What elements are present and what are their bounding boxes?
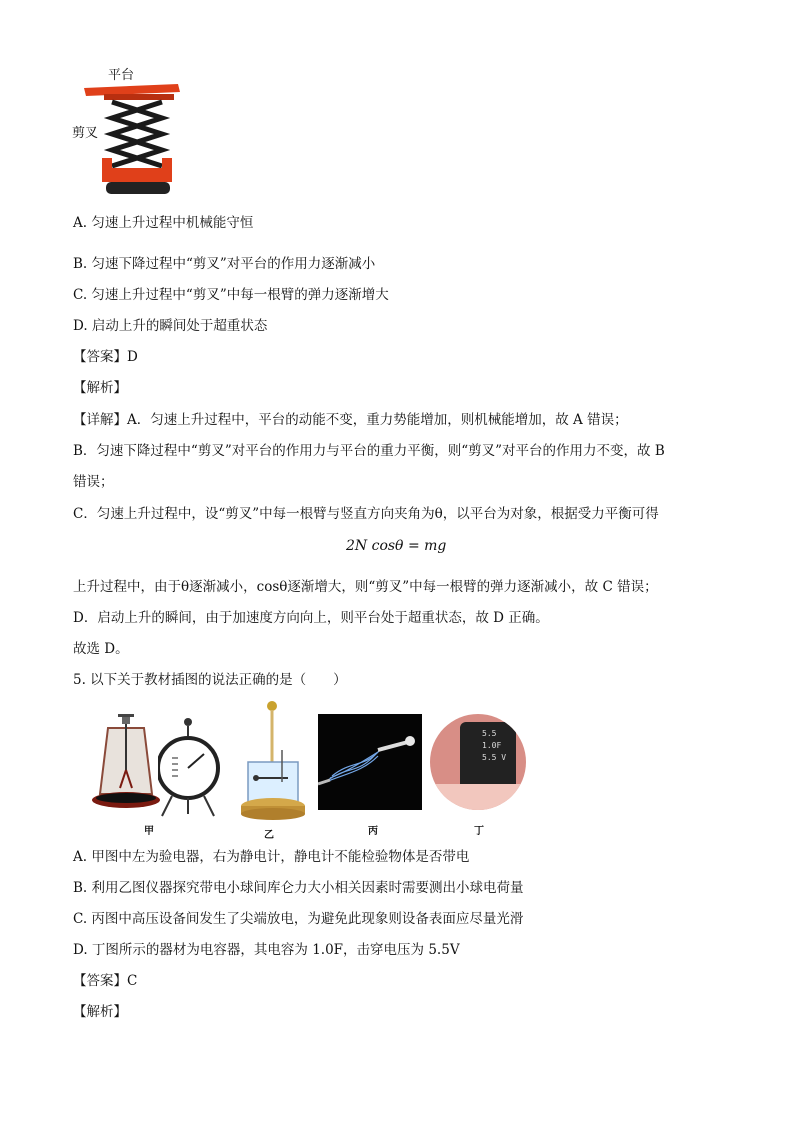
- q4-option-b: B. 匀速下降过程中“剪叉”对平台的作用力逐渐减小: [73, 256, 376, 272]
- caption-jia: 甲: [144, 826, 154, 837]
- q4-option-c: C. 匀速上升过程中“剪叉”中每一根臂的弹力逐渐增大: [73, 287, 389, 303]
- q5-option-d: D. 丁图所示的器材为电容器，其电容为 1.0F，击穿电压为 5.5V: [73, 942, 460, 958]
- scissor-lift-image: [82, 82, 192, 198]
- capacitor-text-2: 1.0F: [482, 741, 502, 750]
- equation-left: 2N cosθ: [346, 538, 404, 554]
- q4-equation: [346, 538, 446, 554]
- caption-bing: 丙: [368, 826, 378, 837]
- q5-figures: [80, 700, 540, 840]
- q4-detail-c: C．匀速上升过程中，设“剪叉”中每一根臂与竖直方向夹角为θ，以平台为对象，根据受力平衡可得: [73, 506, 659, 522]
- q4-detail-b1: B．匀速下降过程中“剪叉”对平台的作用力与平台的重力平衡，则“剪叉”对平台的作用力不变，故 B: [73, 443, 665, 459]
- equation-right: mg: [424, 538, 447, 554]
- q4-detail-a: 【详解】A．匀速上升过程中，平台的动能不变，重力势能增加，则机械能增加，故 A 错误；: [73, 412, 628, 428]
- capacitor-label: [482, 728, 506, 764]
- q5-option-b: B. 利用乙图仪器探究带电小球间库仑力大小相关因素时需要测出小球电荷量: [73, 880, 524, 896]
- q5-option-a: A. 甲图中左为验电器，右为静电计，静电计不能检验物体是否带电: [73, 849, 470, 865]
- capacitor-text-3: 5.5 V: [482, 753, 507, 762]
- q5-analysis-title: 【解析】: [73, 1004, 127, 1020]
- q4-answer: 【答案】D: [73, 349, 138, 365]
- q4-analysis-title: 【解析】: [73, 380, 127, 396]
- capacitor-image: [430, 714, 526, 810]
- equation-equals: =: [403, 538, 425, 554]
- q5-stem: 5. 以下关于教材插图的说法正确的是（ ）: [73, 672, 347, 688]
- q4-detail-d: D．启动上升的瞬间，由于加速度方向向上，则平台处于超重状态，故 D 正确。: [73, 610, 549, 626]
- electrometer-image: [158, 718, 230, 818]
- lift-figure: [70, 60, 190, 200]
- q4-option-a: A. 匀速上升过程中机械能守恒: [73, 215, 254, 231]
- caption-yi: 乙: [264, 830, 274, 841]
- electroscope-image: [90, 714, 162, 814]
- caption-ding: 丁: [474, 826, 484, 837]
- torsion-balance-image: [238, 700, 308, 824]
- q4-conclusion: 故选 D。: [73, 641, 129, 657]
- q5-answer: 【答案】C: [73, 973, 138, 989]
- discharge-image: [318, 714, 422, 810]
- capacitor-text-1: 5.5: [482, 729, 497, 738]
- q4-detail-b2: 错误；: [73, 474, 114, 490]
- q5-option-c: C. 丙图中高压设备间发生了尖端放电，为避免此现象则设备表面应尽量光滑: [73, 911, 524, 927]
- q4-option-d: D. 启动上升的瞬间处于超重状态: [73, 318, 268, 334]
- q4-detail-c2: 上升过程中，由于θ逐渐减小，cosθ逐渐增大，则“剪叉”中每一根臂的弹力逐渐减小，故 C 错误；: [73, 579, 658, 595]
- platform-label: 平台: [108, 68, 135, 83]
- scissor-label: 剪叉: [72, 126, 99, 141]
